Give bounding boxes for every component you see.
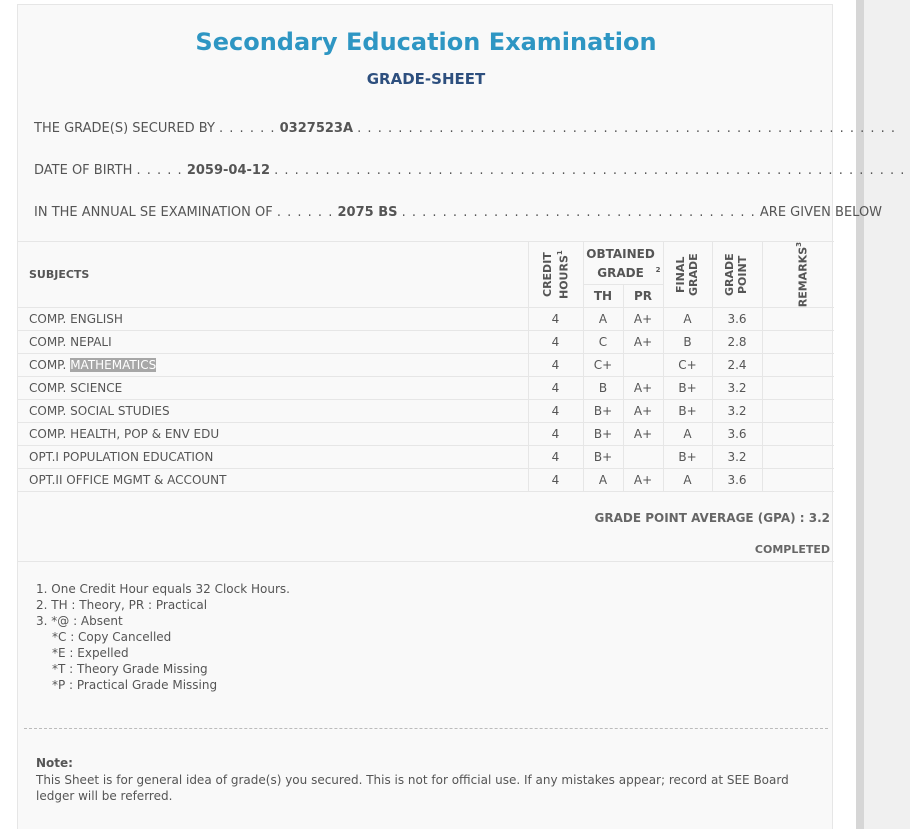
footnote-item: 2. TH : Theory, PR : Practical: [36, 598, 208, 612]
th-cell: C: [583, 331, 623, 354]
subject-cell: COMP. SOCIAL STUDIES: [18, 400, 528, 423]
grade-point-cell: 3.6: [712, 469, 762, 492]
obtained-grade-label: OBTAINED GRADE: [586, 247, 655, 280]
final-grade-header: [663, 242, 712, 308]
exam-title: Secondary Education Examination: [195, 28, 657, 56]
footnote-item: *E : Expelled: [52, 646, 129, 660]
grade-sheet-subtitle: GRADE-SHEET: [366, 70, 486, 88]
final-grade-cell: A: [663, 469, 712, 492]
dob-value: 2059-04-12: [186, 163, 270, 178]
final-grade-label: FINAL GRADE: [673, 253, 700, 296]
pr-cell: A+: [623, 308, 663, 331]
dashed-divider: [24, 728, 828, 729]
divider: [18, 561, 834, 562]
credit-cell: 4: [528, 377, 583, 400]
th-cell: B+: [583, 446, 623, 469]
remarks-cell: [762, 423, 834, 446]
th-cell: C+: [583, 354, 623, 377]
obtained-grade-header: [583, 242, 663, 285]
dob-label: DATE OF BIRTH: [34, 163, 133, 178]
remarks-cell: [762, 308, 834, 331]
dots: . . . . . . . . . . . . . . . . . . . . . . . . . . . . . . . . . . . . . . . . . . . . . . . . . . . . .: [357, 121, 897, 136]
table-row: [18, 354, 834, 377]
th-cell: B+: [583, 423, 623, 446]
footnote-item: *C : Copy Cancelled: [52, 630, 172, 644]
selected-text[interactable]: MATHEMATICS: [70, 358, 157, 372]
exam-line: [34, 205, 883, 223]
footnote-item: *T : Theory Grade Missing: [52, 662, 208, 676]
credit-cell: 4: [528, 331, 583, 354]
pr-header: PR: [623, 285, 663, 308]
table-row: [18, 400, 834, 423]
note-text: This Sheet is for general idea of grade(s) you secured. This is not for official use. If any mistakes appear; record at SEE Board ledger will be referred.: [36, 773, 789, 803]
th-cell: A: [583, 308, 623, 331]
credit-cell: 4: [528, 308, 583, 331]
remarks-cell: [762, 331, 834, 354]
final-grade-cell: B+: [663, 377, 712, 400]
credit-hours-header: [528, 242, 583, 308]
pr-cell: A+: [623, 400, 663, 423]
credit-cell: 4: [528, 400, 583, 423]
footnotes: [36, 581, 290, 693]
dots: . . . . . . . . . . . . . . . . . . . . . . . . . . . . . . . . . . . . . . . . . . . . . . . . . . . . . . . . . . . . . .: [274, 163, 906, 178]
pr-cell: [623, 354, 663, 377]
secured-by-label: THE GRADE(S) SECURED BY: [34, 121, 215, 136]
credit-cell: 4: [528, 354, 583, 377]
final-grade-cell: B: [663, 331, 712, 354]
exam-year: 2075 BS: [337, 205, 398, 220]
pr-cell: A+: [623, 469, 663, 492]
table-header-row: [18, 242, 834, 285]
final-grade-cell: A: [663, 308, 712, 331]
table-row: [18, 377, 834, 400]
credit-cell: 4: [528, 469, 583, 492]
secured-by-line: [34, 121, 897, 139]
subject-cell: [18, 354, 528, 377]
remarks-cell: [762, 469, 834, 492]
th-cell: B+: [583, 400, 623, 423]
final-grade-cell: C+: [663, 354, 712, 377]
note-heading: Note:: [36, 756, 73, 770]
footnote-item: *P : Practical Grade Missing: [52, 678, 218, 692]
exam-suffix: ARE GIVEN BELOW: [759, 205, 883, 220]
gpa-summary: GRADE POINT AVERAGE (GPA) : 3.2: [594, 511, 830, 525]
symbol-number: 0327523A: [279, 121, 354, 136]
exam-label: IN THE ANNUAL SE EXAMINATION OF: [34, 205, 273, 220]
th-header: TH: [583, 285, 623, 308]
table-row: [18, 308, 834, 331]
final-grade-cell: A: [663, 423, 712, 446]
table-row: [18, 469, 834, 492]
footnote-ref: 1: [555, 250, 564, 255]
grade-point-header: [712, 242, 762, 308]
grade-point-cell: 2.8: [712, 331, 762, 354]
footnote-ref: 2: [655, 266, 661, 274]
remarks-cell: [762, 377, 834, 400]
remarks-cell: [762, 354, 834, 377]
remarks-header: [762, 242, 834, 308]
pr-cell: A+: [623, 331, 663, 354]
credit-hours-label: CREDIT HOURS: [540, 252, 571, 299]
footnote-ref: 3: [794, 241, 803, 247]
dots: . . . . .: [136, 163, 183, 178]
footnote-item: 1. One Credit Hour equals 32 Clock Hours.: [36, 582, 290, 596]
subject-cell: OPT.I POPULATION EDUCATION: [18, 446, 528, 469]
grade-point-cell: 3.2: [712, 400, 762, 423]
remarks-cell: [762, 446, 834, 469]
th-cell: B: [583, 377, 623, 400]
grades-table: [18, 241, 834, 492]
table-row: [18, 423, 834, 446]
subject-cell: OPT.II OFFICE MGMT & ACCOUNT: [18, 469, 528, 492]
remarks-cell: [762, 400, 834, 423]
grade-point-cell: 3.2: [712, 377, 762, 400]
pr-cell: A+: [623, 423, 663, 446]
final-grade-cell: B+: [663, 400, 712, 423]
subject-cell: COMP. NEPALI: [18, 331, 528, 354]
credit-cell: 4: [528, 446, 583, 469]
footnote-item: 3. *@ : Absent: [36, 614, 123, 628]
grade-point-cell: 3.6: [712, 308, 762, 331]
dob-line: [34, 163, 906, 181]
grade-point-cell: 3.6: [712, 423, 762, 446]
grade-point-cell: 3.2: [712, 446, 762, 469]
table-row: [18, 331, 834, 354]
pr-cell: A+: [623, 377, 663, 400]
final-grade-cell: B+: [663, 446, 712, 469]
dots: . . . . . .: [276, 205, 334, 220]
remarks-label: REMARKS: [796, 246, 810, 308]
subject-cell: COMP. SCIENCE: [18, 377, 528, 400]
pr-cell: [623, 446, 663, 469]
dots: . . . . . .: [219, 121, 276, 136]
status-completed: COMPLETED: [754, 543, 830, 556]
th-cell: A: [583, 469, 623, 492]
subject-cell: COMP. HEALTH, POP & ENV EDU: [18, 423, 528, 446]
credit-cell: 4: [528, 423, 583, 446]
subject-cell: COMP. ENGLISH: [18, 308, 528, 331]
grade-point-label: GRADE POINT: [723, 253, 749, 296]
subject-prefix: COMP.: [29, 358, 67, 372]
subjects-header: SUBJECTS: [18, 242, 528, 308]
grade-sheet-panel: [17, 4, 906, 829]
table-row: [18, 446, 834, 469]
grade-point-cell: 2.4: [712, 354, 762, 377]
dots: . . . . . . . . . . . . . . . . . . . . . . . . . . . . . . . . . . .: [401, 205, 756, 220]
